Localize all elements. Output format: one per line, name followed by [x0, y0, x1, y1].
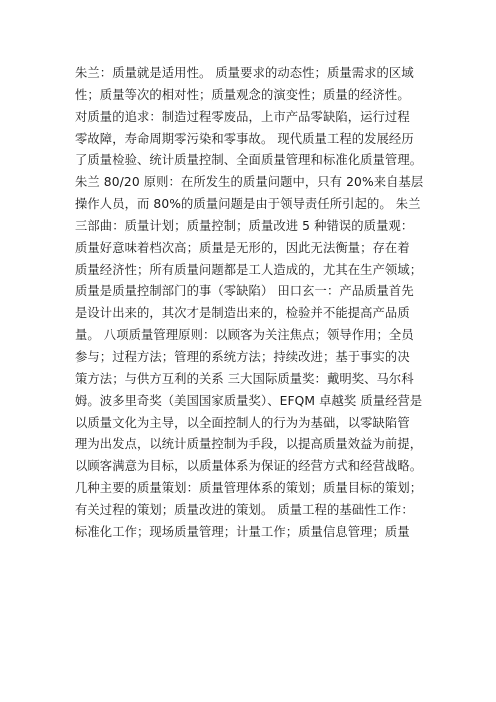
- text-line: 朱兰：质量就是适用性。 质量要求的动态性；质量需求的区域: [75, 66, 414, 80]
- text-line: 质量经济性；所有质量问题都是工人造成的，尤其在生产领域；: [75, 262, 423, 277]
- text-line: 质量是质量控制部门的事（零缺陷） 田口玄一：产品质量首先: [75, 284, 414, 299]
- text-line: 是设计出来的，其次才是制造出来的，检验并不能提高产品质: [75, 306, 410, 321]
- text-line: 姆。波多里奇奖（美国国家质量奖）、EFQM 卓越奖 质量经营是: [75, 393, 423, 408]
- body-text: [75, 63, 435, 544]
- text-line: 三部曲：质量计划；质量控制；质量改进 5 种错误的质量观：: [75, 218, 414, 233]
- text-line: 操作人员，而 80%的质量问题是由于领导责任所引起的。 朱兰: [75, 197, 421, 212]
- text-line: 量。 八项质量管理原则：以顾客为关注焦点；领导作用；全员: [75, 328, 414, 343]
- text-line: 对质量的追求：制造过程零废品，上市产品零缺陷，运行过程: [75, 109, 410, 124]
- text-line: 了质量检验、统计质量控制、全面质量管理和标准化质量管理。: [75, 153, 423, 168]
- text-line: 标准化工作；现场质量管理；计量工作；质量信息管理；质量: [75, 524, 410, 539]
- text-line: 参与；过程方法；管理的系统方法；持续改进；基于事实的决: [75, 349, 410, 364]
- text-line: 以顾客满意为目标，以质量体系为保证的经营方式和经营战略。: [75, 459, 423, 474]
- text-line: 朱兰 80/20 原则：在所发生的质量问题中，只有 20%来自基层: [75, 175, 424, 190]
- text-line: 质量好意味着档次高；质量是无形的，因此无法衡量；存在着: [75, 240, 410, 255]
- text-line: 性；质量等次的相对性；质量观念的演变性；质量的经济性。: [75, 87, 410, 102]
- text-line: 几种主要的质量策划：质量管理体系的策划；质量目标的策划；: [75, 481, 423, 496]
- text-line: 有关过程的策划；质量改进的策划。 质量工程的基础性工作：: [75, 502, 414, 517]
- text-line: 理为出发点，以统计质量控制为手段，以提高质量效益为前提，: [75, 437, 423, 452]
- text-line: 零故障，寿命周期零污染和零事故。 现代质量工程的发展经历: [75, 131, 414, 146]
- text-line: 以质量文化为主导，以全面控制人的行为为基础，以零缺陷管: [75, 415, 410, 430]
- text-line: 策方法；与供方互利的关系 三大国际质量奖：戴明奖、马尔科: [75, 371, 414, 386]
